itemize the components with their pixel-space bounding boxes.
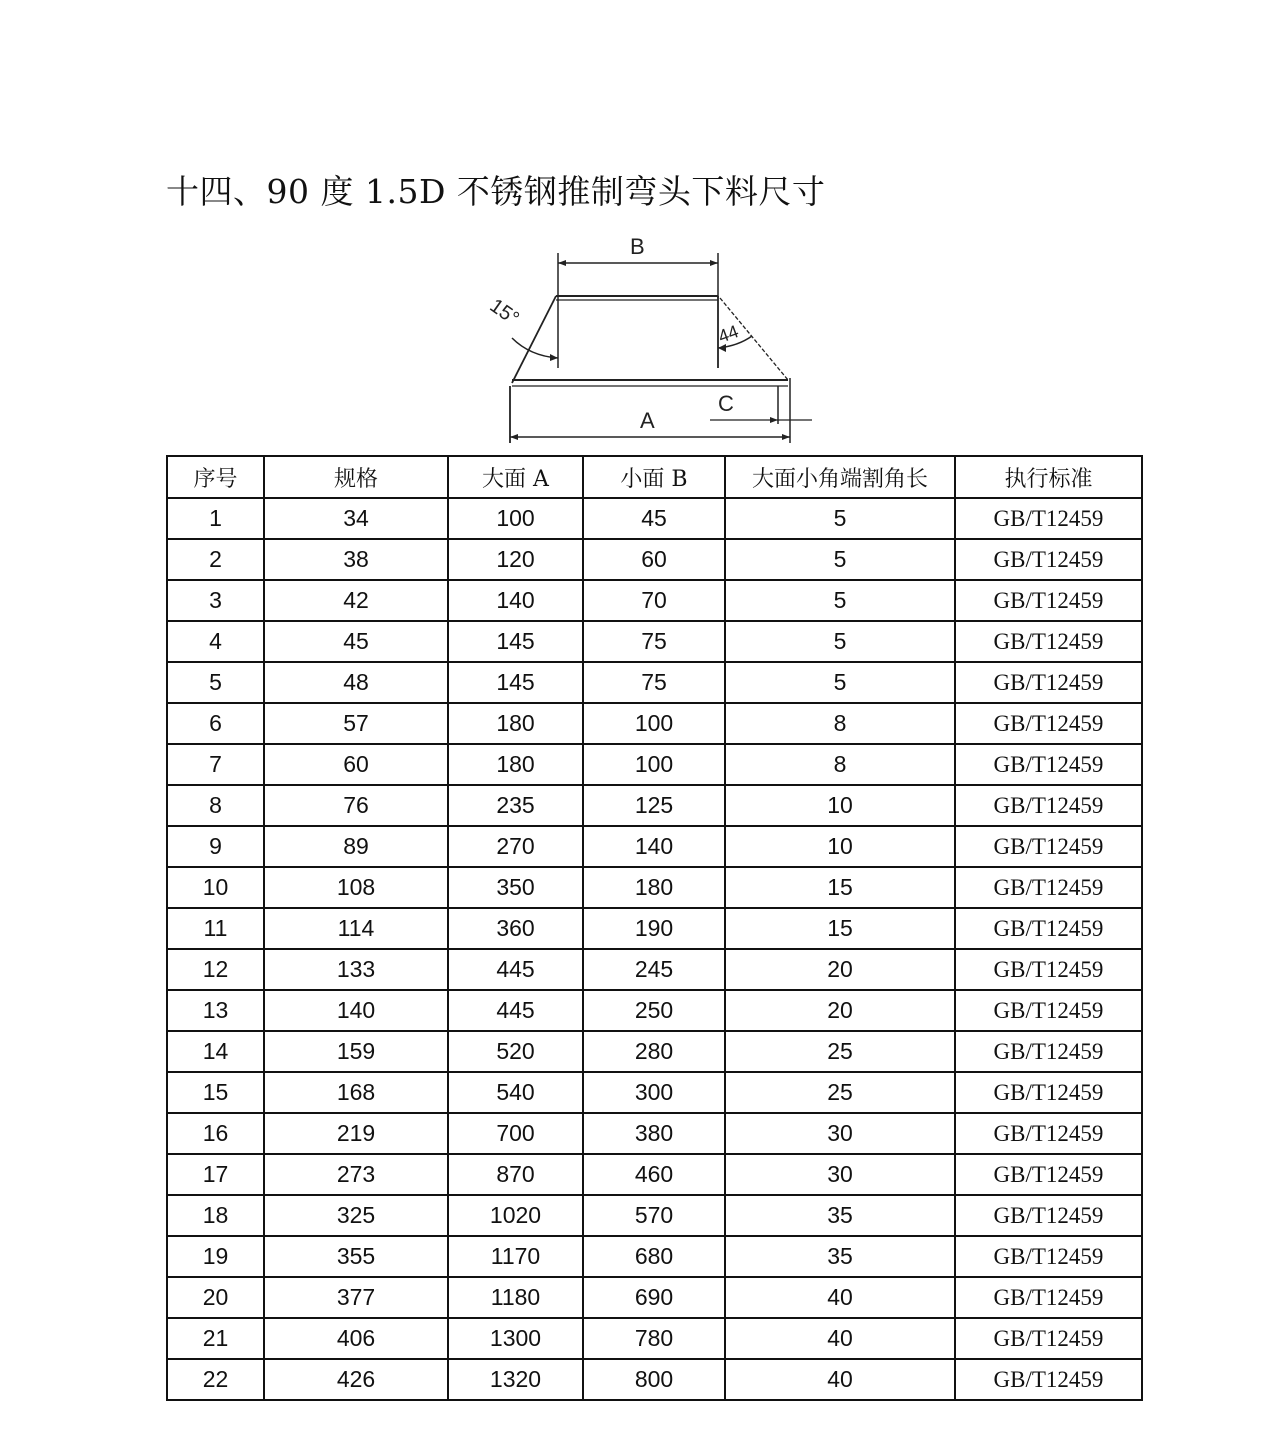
table-row — [167, 949, 1142, 990]
cell-spec: 89 — [264, 826, 448, 867]
table-row — [167, 1072, 1142, 1113]
cell-serial: 11 — [167, 908, 264, 949]
cell-small-face-b: 780 — [583, 1318, 725, 1359]
cell-cut-angle-length: 8 — [725, 744, 955, 785]
cell-standard: GB/T12459 — [955, 621, 1142, 662]
table-row — [167, 703, 1142, 744]
table-row — [167, 1113, 1142, 1154]
table-row — [167, 580, 1142, 621]
table-row — [167, 1277, 1142, 1318]
cell-spec: 76 — [264, 785, 448, 826]
cell-cut-angle-length: 35 — [725, 1195, 955, 1236]
cell-standard: GB/T12459 — [955, 1072, 1142, 1113]
cell-cut-angle-length: 35 — [725, 1236, 955, 1277]
cell-serial: 18 — [167, 1195, 264, 1236]
cell-spec: 45 — [264, 621, 448, 662]
cell-serial: 3 — [167, 580, 264, 621]
cell-spec: 355 — [264, 1236, 448, 1277]
cell-large-face-a: 540 — [448, 1072, 583, 1113]
table-row — [167, 867, 1142, 908]
cell-standard: GB/T12459 — [955, 785, 1142, 826]
cell-serial: 5 — [167, 662, 264, 703]
cell-small-face-b: 380 — [583, 1113, 725, 1154]
cell-spec: 108 — [264, 867, 448, 908]
cell-spec: 426 — [264, 1359, 448, 1400]
cell-serial: 1 — [167, 498, 264, 539]
cell-cut-angle-length: 40 — [725, 1318, 955, 1359]
cell-small-face-b: 180 — [583, 867, 725, 908]
table-row — [167, 785, 1142, 826]
cell-spec: 48 — [264, 662, 448, 703]
cell-serial: 22 — [167, 1359, 264, 1400]
cell-large-face-a: 140 — [448, 580, 583, 621]
cell-spec: 133 — [264, 949, 448, 990]
cell-standard: GB/T12459 — [955, 949, 1142, 990]
cell-spec: 42 — [264, 580, 448, 621]
cell-standard: GB/T12459 — [955, 1236, 1142, 1277]
cell-serial: 4 — [167, 621, 264, 662]
cell-cut-angle-length: 5 — [725, 580, 955, 621]
table-row — [167, 1154, 1142, 1195]
cell-serial: 6 — [167, 703, 264, 744]
cell-small-face-b: 100 — [583, 703, 725, 744]
table-row — [167, 1236, 1142, 1277]
cell-large-face-a: 1020 — [448, 1195, 583, 1236]
cell-serial: 19 — [167, 1236, 264, 1277]
cell-cut-angle-length: 40 — [725, 1277, 955, 1318]
cell-cut-angle-length: 10 — [725, 785, 955, 826]
cell-cut-angle-length: 30 — [725, 1113, 955, 1154]
cutting-diagram — [470, 228, 830, 450]
cell-serial: 20 — [167, 1277, 264, 1318]
table-row — [167, 1359, 1142, 1400]
cell-standard: GB/T12459 — [955, 703, 1142, 744]
table-row — [167, 908, 1142, 949]
table-row — [167, 744, 1142, 785]
cell-standard: GB/T12459 — [955, 744, 1142, 785]
cell-large-face-a: 145 — [448, 662, 583, 703]
cell-small-face-b: 250 — [583, 990, 725, 1031]
cell-spec: 34 — [264, 498, 448, 539]
cell-large-face-a: 350 — [448, 867, 583, 908]
cell-cut-angle-length: 25 — [725, 1072, 955, 1113]
table-row — [167, 1031, 1142, 1072]
table-row — [167, 990, 1142, 1031]
cell-standard: GB/T12459 — [955, 1318, 1142, 1359]
cell-small-face-b: 75 — [583, 662, 725, 703]
cell-large-face-a: 180 — [448, 703, 583, 744]
cell-cut-angle-length: 20 — [725, 949, 955, 990]
cell-serial: 21 — [167, 1318, 264, 1359]
cell-large-face-a: 235 — [448, 785, 583, 826]
cell-small-face-b: 190 — [583, 908, 725, 949]
cell-spec: 406 — [264, 1318, 448, 1359]
table-header-row — [167, 456, 1142, 498]
cell-cut-angle-length: 25 — [725, 1031, 955, 1072]
cell-small-face-b: 800 — [583, 1359, 725, 1400]
cell-standard: GB/T12459 — [955, 1113, 1142, 1154]
cell-large-face-a: 445 — [448, 990, 583, 1031]
cell-spec: 219 — [264, 1113, 448, 1154]
cell-serial: 12 — [167, 949, 264, 990]
page-title: 十四、90 度 1.5D 不锈钢推制弯头下料尺寸 — [166, 172, 826, 211]
label-b: B — [630, 234, 645, 259]
cell-spec: 377 — [264, 1277, 448, 1318]
cell-cut-angle-length: 15 — [725, 908, 955, 949]
header-spec: 规格 — [264, 456, 448, 498]
cutting-size-table — [166, 455, 1143, 1401]
cell-standard: GB/T12459 — [955, 662, 1142, 703]
cell-cut-angle-length: 5 — [725, 498, 955, 539]
table-row — [167, 662, 1142, 703]
cell-small-face-b: 140 — [583, 826, 725, 867]
cell-standard: GB/T12459 — [955, 1154, 1142, 1195]
cell-spec: 168 — [264, 1072, 448, 1113]
table-row — [167, 498, 1142, 539]
cell-spec: 325 — [264, 1195, 448, 1236]
cell-spec: 159 — [264, 1031, 448, 1072]
cell-small-face-b: 570 — [583, 1195, 725, 1236]
table-row — [167, 621, 1142, 662]
cell-cut-angle-length: 5 — [725, 539, 955, 580]
cell-standard: GB/T12459 — [955, 1031, 1142, 1072]
cell-cut-angle-length: 8 — [725, 703, 955, 744]
cell-cut-angle-length: 40 — [725, 1359, 955, 1400]
cell-large-face-a: 520 — [448, 1031, 583, 1072]
cell-large-face-a: 445 — [448, 949, 583, 990]
label-c: C — [718, 391, 734, 416]
cell-large-face-a: 1180 — [448, 1277, 583, 1318]
cell-small-face-b: 100 — [583, 744, 725, 785]
cell-small-face-b: 245 — [583, 949, 725, 990]
cell-serial: 13 — [167, 990, 264, 1031]
cell-serial: 15 — [167, 1072, 264, 1113]
cell-serial: 2 — [167, 539, 264, 580]
cell-small-face-b: 280 — [583, 1031, 725, 1072]
table-row — [167, 1195, 1142, 1236]
cell-standard: GB/T12459 — [955, 867, 1142, 908]
cell-serial: 7 — [167, 744, 264, 785]
cell-small-face-b: 75 — [583, 621, 725, 662]
cell-standard: GB/T12459 — [955, 539, 1142, 580]
cell-standard: GB/T12459 — [955, 498, 1142, 539]
cell-small-face-b: 680 — [583, 1236, 725, 1277]
header-large-face-a: 大面 A — [448, 456, 583, 498]
cell-large-face-a: 870 — [448, 1154, 583, 1195]
cell-standard: GB/T12459 — [955, 908, 1142, 949]
cell-cut-angle-length: 5 — [725, 662, 955, 703]
table-row — [167, 539, 1142, 580]
cell-spec: 38 — [264, 539, 448, 580]
header-small-face-b: 小面 B — [583, 456, 725, 498]
cell-large-face-a: 360 — [448, 908, 583, 949]
cell-standard: GB/T12459 — [955, 580, 1142, 621]
cell-cut-angle-length: 30 — [725, 1154, 955, 1195]
cell-large-face-a: 1320 — [448, 1359, 583, 1400]
cell-standard: GB/T12459 — [955, 1195, 1142, 1236]
cell-cut-angle-length: 5 — [725, 621, 955, 662]
cell-small-face-b: 300 — [583, 1072, 725, 1113]
table-row — [167, 826, 1142, 867]
cell-large-face-a: 1300 — [448, 1318, 583, 1359]
cell-serial: 16 — [167, 1113, 264, 1154]
cell-cut-angle-length: 15 — [725, 867, 955, 908]
table-row — [167, 1318, 1142, 1359]
cell-large-face-a: 1170 — [448, 1236, 583, 1277]
cell-serial: 17 — [167, 1154, 264, 1195]
cell-spec: 140 — [264, 990, 448, 1031]
cell-spec: 273 — [264, 1154, 448, 1195]
cell-serial: 14 — [167, 1031, 264, 1072]
cell-cut-angle-length: 10 — [725, 826, 955, 867]
cell-serial: 10 — [167, 867, 264, 908]
cell-standard: GB/T12459 — [955, 990, 1142, 1031]
cell-cut-angle-length: 20 — [725, 990, 955, 1031]
cell-large-face-a: 700 — [448, 1113, 583, 1154]
cell-standard: GB/T12459 — [955, 1277, 1142, 1318]
cell-spec: 60 — [264, 744, 448, 785]
cell-serial: 9 — [167, 826, 264, 867]
cell-small-face-b: 45 — [583, 498, 725, 539]
angle-left-label: 15° — [485, 294, 523, 331]
cell-spec: 57 — [264, 703, 448, 744]
cell-small-face-b: 60 — [583, 539, 725, 580]
cell-serial: 8 — [167, 785, 264, 826]
header-cut-angle-length: 大面小角端割角长 — [725, 456, 955, 498]
cell-standard: GB/T12459 — [955, 826, 1142, 867]
cell-large-face-a: 145 — [448, 621, 583, 662]
cell-spec: 114 — [264, 908, 448, 949]
cell-large-face-a: 270 — [448, 826, 583, 867]
header-standard: 执行标准 — [955, 456, 1142, 498]
header-serial: 序号 — [167, 456, 264, 498]
cell-large-face-a: 120 — [448, 539, 583, 580]
cell-small-face-b: 460 — [583, 1154, 725, 1195]
cell-small-face-b: 690 — [583, 1277, 725, 1318]
cell-small-face-b: 125 — [583, 785, 725, 826]
label-a: A — [640, 408, 655, 433]
cell-large-face-a: 180 — [448, 744, 583, 785]
angle-right-label: 44 — [715, 321, 742, 347]
cell-small-face-b: 70 — [583, 580, 725, 621]
cell-standard: GB/T12459 — [955, 1359, 1142, 1400]
cell-large-face-a: 100 — [448, 498, 583, 539]
